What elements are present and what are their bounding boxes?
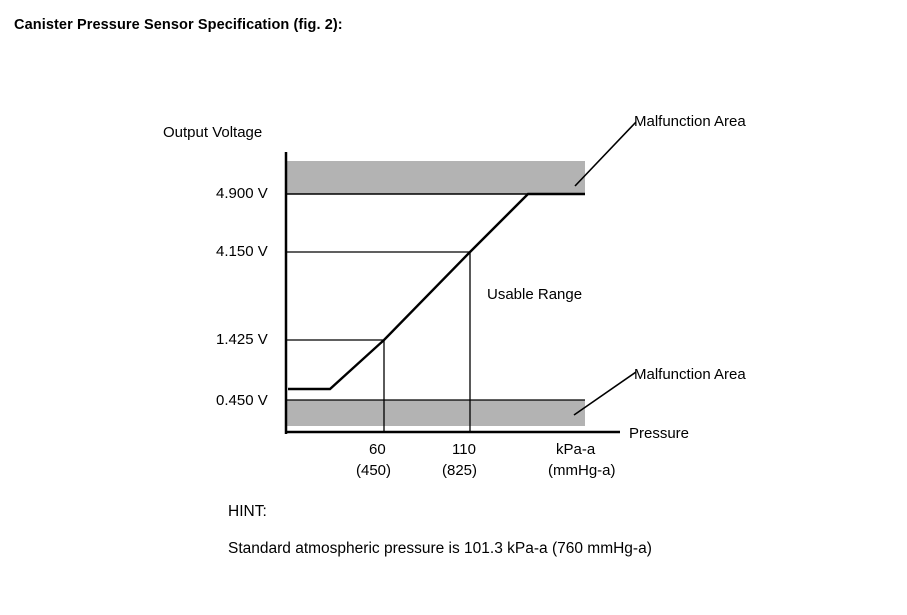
x-tick-110-primary: 110 — [452, 441, 476, 458]
y-tick-4150: 4.150 V — [216, 243, 268, 260]
x-tick-110-secondary: (825) — [442, 462, 478, 479]
leader-line-malfunction-bottom — [574, 372, 636, 415]
malfunction-band-bottom — [286, 400, 585, 426]
x-unit-primary: kPa-a — [556, 441, 596, 458]
leader-line-malfunction-top — [575, 122, 636, 186]
y-axis-title: Output Voltage — [163, 124, 263, 141]
hint-label: HINT: — [228, 503, 267, 520]
y-tick-0450: 0.450 V — [216, 392, 268, 409]
page-title: Canister Pressure Sensor Specification (fig. 2): — [14, 17, 343, 33]
x-tick-60-primary: 60 — [369, 441, 386, 458]
x-tick-60-secondary: (450) — [356, 462, 392, 479]
hint-text: Standard atmospheric pressure is 101.3 kPa-a (760 mmHg-a) — [228, 540, 652, 557]
y-tick-1425: 1.425 V — [216, 331, 268, 348]
malfunction-band-top — [286, 161, 585, 194]
annotation-malfunction-top: Malfunction Area — [634, 113, 746, 130]
x-unit-secondary: (mmHg-a) — [548, 462, 616, 479]
x-axis-title: Pressure — [629, 425, 690, 442]
annotation-usable-range: Usable Range — [487, 286, 583, 303]
annotation-malfunction-bottom: Malfunction Area — [634, 366, 746, 383]
y-tick-4900: 4.900 V — [216, 185, 268, 202]
